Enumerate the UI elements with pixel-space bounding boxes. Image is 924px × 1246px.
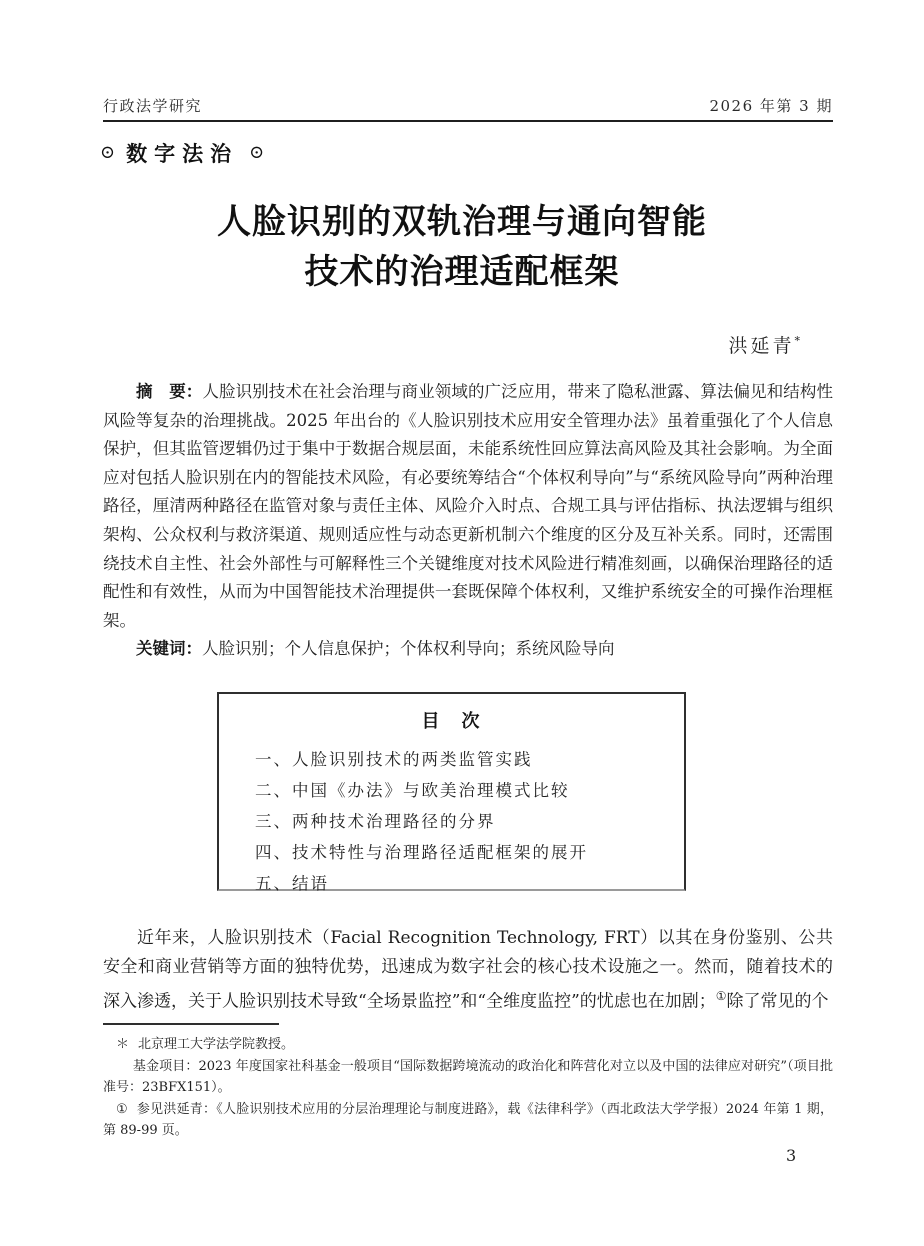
toc-item-2: 二、中国《办法》与欧美治理模式比较	[255, 781, 570, 800]
toc-item-1: 一、人脸识别技术的两类监管实践	[255, 750, 533, 769]
abstract-block	[103, 378, 833, 664]
abstract-label: 摘 要：	[136, 382, 203, 401]
footnote-ref-1: ①	[715, 989, 727, 1003]
author-byline	[728, 331, 800, 358]
running-head	[103, 95, 833, 116]
footnote-author-text: 北京理工大学法学院教授。	[138, 1037, 295, 1052]
issue-label: 2026 年第 3 期	[709, 97, 833, 115]
toc-item-3: 三、两种技术治理路径的分界	[255, 812, 496, 831]
body-text-lead: 近年来，人脸识别技术（Facial Recognition Technology, FRT）以其在身份鉴别、公共安全和商业营销等方面的独特优势，迅速成为数字社会的核心技术设施之一。然而，随着技术的深入渗透，关于人脸识别技术导致“全场景监控”和“全维度监控”的忧虑也在加剧；	[103, 928, 833, 1012]
article-title	[0, 197, 924, 297]
journal-name: 行政法学研究	[103, 97, 203, 115]
circled-dot-icon: ⊙	[249, 142, 265, 163]
keywords-text: 人脸识别；个人信息保护；个体权利导向；系统风险导向	[202, 639, 615, 659]
abstract-paragraph	[103, 378, 833, 635]
footnote-author	[103, 1034, 833, 1056]
toc-item-4: 四、技术特性与治理路径适配框架的展开	[255, 843, 588, 862]
toc-item-5: 五、结语	[255, 874, 329, 893]
body-text-tail: 除了常见的个	[726, 991, 829, 1012]
footnote-1-marker: ①	[116, 1101, 128, 1117]
abstract-text: 人脸识别技术在社会治理与商业领域的广泛应用，带来了隐私泄露、算法偏见和结构性风险等复杂的治理挑战。2025 年出台的《人脸识别技术应用安全管理办法》虽着重强化了个人信息保护，但其监管逻辑仍过于集中于数据合规层面，未能系统性回应算法高风险及其社会影响。为全面应对包括人脸识别在内的智能技术风险，有必要统筹结合“个体权利导向”与“系统风险导向”两种治理路径，厘清两种路径在监管对象与责任主体、风险介入时点、合规工具与评估指标、执法逻辑与组织架构、公众权利与救济渠道、规则适应性与动态更新机制六个维度的区分及互补关系。同时，还需围绕技术自主性、社会外部性与可解释性三个关键维度对技术风险进行精准刻画，以确保治理路径的适配性和有效性，从而为中国智能技术治理提供一套既保障个体权利，又维护系统安全的可操作治理框架。	[103, 382, 834, 630]
footnote-fund	[103, 1056, 833, 1099]
circled-dot-icon: ⊙	[100, 142, 116, 163]
author-note-mark: *	[794, 334, 800, 348]
footnote-1-text: 参见洪延青：《人脸识别技术应用的分层治理理论与制度进路》，载《法律科学》（西北政法大学学报）2024 年第 1 期，第 89-99 页。	[103, 1101, 833, 1138]
page-number: 3	[786, 1146, 797, 1165]
section-marker	[100, 138, 264, 168]
article-title-line2: 技术的治理适配框架	[304, 252, 620, 292]
asterisk-marker: ＊	[116, 1037, 130, 1052]
footnotes-block	[103, 1034, 833, 1142]
keywords-line	[103, 635, 833, 664]
toc-title: 目 次	[421, 711, 482, 732]
author-name: 洪延青	[728, 335, 795, 357]
footnote-fund-text: 基金项目：2023 年度国家社科基金一般项目“国际数据跨境流动的政治化和阵营化对立以及中国的法律应对研究”（项目批准号：23BFX151）。	[103, 1058, 833, 1095]
toc-items	[255, 744, 684, 899]
section-label: 数字法治	[126, 142, 239, 166]
article-title-line1: 人脸识别的双轨治理与通向智能	[217, 202, 707, 242]
footnote-divider	[103, 1023, 279, 1025]
toc-box	[217, 692, 686, 891]
keywords-label: 关键词：	[136, 639, 202, 659]
header-divider	[103, 120, 833, 122]
footnote-1	[103, 1099, 833, 1142]
body-paragraph	[103, 924, 833, 1017]
